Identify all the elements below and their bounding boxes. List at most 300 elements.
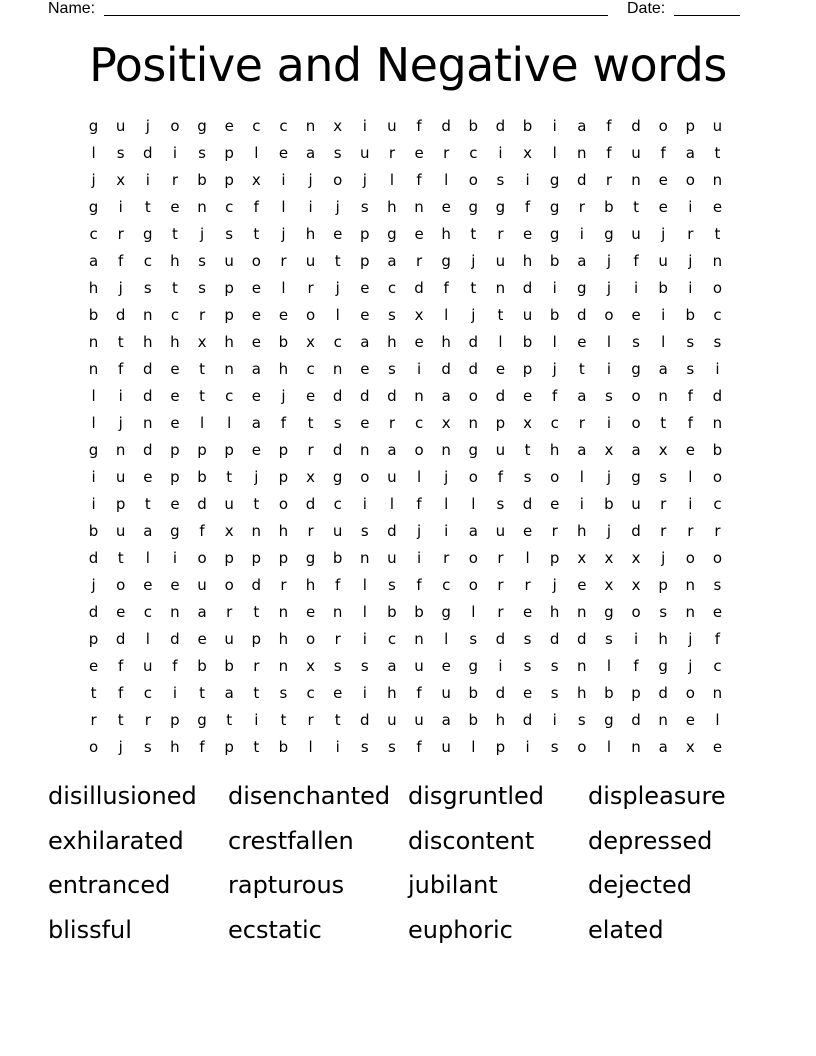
grid-letter[interactable]: j xyxy=(471,305,476,324)
grid-letter[interactable]: h xyxy=(549,602,560,621)
grid-letter[interactable]: c xyxy=(713,305,722,324)
grid-letter[interactable]: l xyxy=(145,548,150,567)
grid-letter[interactable]: o xyxy=(170,116,180,135)
grid-letter[interactable]: r xyxy=(443,143,450,162)
grid-letter[interactable]: j xyxy=(118,413,123,432)
grid-letter[interactable]: e xyxy=(333,683,343,702)
grid-letter[interactable]: t xyxy=(226,467,233,486)
grid-letter[interactable]: f xyxy=(416,494,422,513)
grid-letter[interactable]: p xyxy=(88,629,99,648)
grid-letter[interactable]: n xyxy=(278,656,289,675)
grid-letter[interactable]: t xyxy=(714,143,721,162)
grid-letter[interactable]: d xyxy=(170,629,180,648)
grid-letter[interactable]: u xyxy=(115,521,126,540)
grid-letter[interactable]: r xyxy=(551,521,558,540)
grid-letter[interactable]: f xyxy=(633,251,639,270)
grid-letter[interactable]: e xyxy=(251,386,261,405)
grid-letter[interactable]: n xyxy=(441,440,451,459)
grid-letter[interactable]: i xyxy=(172,683,178,702)
grid-letter[interactable]: j xyxy=(254,467,259,486)
grid-letter[interactable]: t xyxy=(307,413,314,432)
grid-letter[interactable]: r xyxy=(117,224,124,243)
grid-letter[interactable]: h xyxy=(170,251,180,270)
grid-letter[interactable]: s xyxy=(388,359,396,378)
grid-letter[interactable]: e xyxy=(631,305,641,324)
grid-letter[interactable]: e xyxy=(522,683,533,702)
grid-letter[interactable]: r xyxy=(307,440,314,459)
grid-letter[interactable]: h xyxy=(387,332,397,351)
grid-letter[interactable]: h xyxy=(88,278,99,297)
grid-letter[interactable]: x xyxy=(604,440,614,459)
grid-letter[interactable]: j xyxy=(688,629,693,648)
grid-letter[interactable]: l xyxy=(199,413,205,432)
grid-letter[interactable]: s xyxy=(388,575,396,594)
grid-letter[interactable]: r xyxy=(497,224,504,243)
grid-letter[interactable]: o xyxy=(224,575,234,594)
grid-letter[interactable]: l xyxy=(145,629,150,648)
grid-letter[interactable]: s xyxy=(143,737,152,756)
grid-letter[interactable]: x xyxy=(306,332,315,351)
grid-letter[interactable]: o xyxy=(631,386,641,405)
grid-letter[interactable]: h xyxy=(441,332,451,351)
grid-letter[interactable]: n xyxy=(143,305,153,324)
grid-letter[interactable]: n xyxy=(414,629,424,648)
grid-letter[interactable]: a xyxy=(251,359,261,378)
grid-letter[interactable]: b xyxy=(278,737,289,756)
grid-letter[interactable]: e xyxy=(577,332,587,351)
grid-letter[interactable]: i xyxy=(579,224,584,243)
grid-letter[interactable]: t xyxy=(117,332,124,351)
grid-letter[interactable]: i xyxy=(416,548,422,567)
grid-letter[interactable]: t xyxy=(226,710,233,729)
grid-letter[interactable]: j xyxy=(661,224,666,243)
grid-letter[interactable]: e xyxy=(305,386,316,405)
grid-letter[interactable]: p xyxy=(278,440,289,459)
grid-letter[interactable]: s xyxy=(198,143,206,162)
grid-letter[interactable]: s xyxy=(550,656,559,675)
grid-letter[interactable]: p xyxy=(278,467,289,486)
grid-letter[interactable]: d xyxy=(143,143,153,162)
grid-letter[interactable]: u xyxy=(414,710,424,729)
grid-letter[interactable]: g xyxy=(88,197,99,216)
grid-letter[interactable]: u xyxy=(224,494,234,513)
grid-letter[interactable]: a xyxy=(577,386,587,405)
grid-letter[interactable]: d xyxy=(305,494,316,513)
grid-letter[interactable]: o xyxy=(116,575,126,594)
grid-letter[interactable]: a xyxy=(88,251,99,270)
grid-letter[interactable]: s xyxy=(469,629,478,648)
grid-letter[interactable]: s xyxy=(388,305,396,324)
grid-letter[interactable]: u xyxy=(441,683,451,702)
grid-letter[interactable]: e xyxy=(170,575,180,594)
grid-letter[interactable]: e xyxy=(360,278,370,297)
grid-letter[interactable]: l xyxy=(254,143,259,162)
grid-letter[interactable]: i xyxy=(145,170,150,189)
grid-letter[interactable]: t xyxy=(660,413,667,432)
grid-letter[interactable]: u xyxy=(387,548,397,567)
grid-letter[interactable]: f xyxy=(118,656,124,675)
grid-letter[interactable]: e xyxy=(278,305,289,324)
grid-letter[interactable]: p xyxy=(495,413,506,432)
grid-letter[interactable]: a xyxy=(577,116,587,135)
grid-letter[interactable]: u xyxy=(387,467,397,486)
grid-letter[interactable]: d xyxy=(468,359,479,378)
grid-letter[interactable]: l xyxy=(281,278,286,297)
grid-letter[interactable]: u xyxy=(360,143,370,162)
grid-letter[interactable]: o xyxy=(712,548,723,567)
grid-letter[interactable]: b xyxy=(549,305,560,324)
grid-letter[interactable]: u xyxy=(305,251,316,270)
grid-letter[interactable]: e xyxy=(441,197,451,216)
grid-letter[interactable]: i xyxy=(91,467,96,486)
grid-letter[interactable]: e xyxy=(495,359,506,378)
grid-letter[interactable]: e xyxy=(522,224,533,243)
grid-letter[interactable]: b xyxy=(197,467,207,486)
grid-letter[interactable]: g xyxy=(468,440,479,459)
grid-letter[interactable]: d xyxy=(441,116,451,135)
grid-letter[interactable]: x xyxy=(523,143,532,162)
grid-letter[interactable]: o xyxy=(251,251,261,270)
grid-letter[interactable]: u xyxy=(115,116,126,135)
grid-letter[interactable]: o xyxy=(631,602,641,621)
grid-letter[interactable]: l xyxy=(552,143,557,162)
grid-letter[interactable]: t xyxy=(578,359,585,378)
grid-letter[interactable]: o xyxy=(468,575,478,594)
grid-letter[interactable]: n xyxy=(224,359,234,378)
grid-letter[interactable]: r xyxy=(307,278,314,297)
grid-letter[interactable]: g xyxy=(468,197,479,216)
grid-letter[interactable]: n xyxy=(658,386,668,405)
grid-letter[interactable]: o xyxy=(468,548,478,567)
grid-letter[interactable]: s xyxy=(360,521,369,540)
grid-letter[interactable]: n xyxy=(305,116,316,135)
grid-letter[interactable]: o xyxy=(685,683,695,702)
grid-letter[interactable]: n xyxy=(495,278,506,297)
grid-letter[interactable]: e xyxy=(116,602,126,621)
grid-letter[interactable]: a xyxy=(658,359,668,378)
grid-letter[interactable]: u xyxy=(658,251,668,270)
grid-letter[interactable]: e xyxy=(224,116,234,135)
grid-letter[interactable]: e xyxy=(333,224,343,243)
grid-letter[interactable]: p xyxy=(170,467,180,486)
grid-letter[interactable]: d xyxy=(658,683,668,702)
grid-letter[interactable]: r xyxy=(605,170,613,189)
grid-letter[interactable]: g xyxy=(549,170,560,189)
grid-letter[interactable]: f xyxy=(416,575,422,594)
grid-letter[interactable]: f xyxy=(633,656,639,675)
grid-letter[interactable]: c xyxy=(306,683,315,702)
grid-letter[interactable]: e xyxy=(170,413,180,432)
grid-letter[interactable]: c xyxy=(225,386,234,405)
grid-letter[interactable]: e xyxy=(441,656,451,675)
grid-letter[interactable]: f xyxy=(118,251,124,270)
grid-letter[interactable]: f xyxy=(335,575,341,594)
grid-letter[interactable]: b xyxy=(197,656,207,675)
grid-letter[interactable]: r xyxy=(578,197,585,216)
grid-letter[interactable]: u xyxy=(115,467,126,486)
grid-letter[interactable]: c xyxy=(713,656,722,675)
grid-letter[interactable]: s xyxy=(388,737,396,756)
grid-letter[interactable]: c xyxy=(89,224,98,243)
grid-letter[interactable]: n xyxy=(712,251,723,270)
grid-letter[interactable]: j xyxy=(606,467,612,486)
grid-letter[interactable]: d xyxy=(387,521,397,540)
grid-letter[interactable]: x xyxy=(631,575,641,594)
grid-letter[interactable]: h xyxy=(143,332,153,351)
grid-letter[interactable]: p xyxy=(170,440,180,459)
grid-letter[interactable]: a xyxy=(577,251,587,270)
grid-letter[interactable]: a xyxy=(387,251,397,270)
grid-letter[interactable]: b xyxy=(685,305,696,324)
grid-letter[interactable]: e xyxy=(658,170,668,189)
grid-letter[interactable]: d xyxy=(360,710,370,729)
grid-letter[interactable]: j xyxy=(606,521,612,540)
grid-letter[interactable]: g xyxy=(170,521,180,540)
grid-letter[interactable]: r xyxy=(307,521,314,540)
grid-letter[interactable]: t xyxy=(253,224,260,243)
grid-letter[interactable]: u xyxy=(143,656,153,675)
grid-letter[interactable]: d xyxy=(197,494,207,513)
grid-letter[interactable]: j xyxy=(606,278,612,297)
grid-letter[interactable]: n xyxy=(577,143,587,162)
grid-letter[interactable]: g xyxy=(143,224,153,243)
grid-letter[interactable]: g xyxy=(604,602,614,621)
grid-letter[interactable]: x xyxy=(604,548,614,567)
grid-letter[interactable]: b xyxy=(604,494,614,513)
grid-letter[interactable]: e xyxy=(360,359,370,378)
grid-letter[interactable]: t xyxy=(253,683,260,702)
grid-letter[interactable]: l xyxy=(416,467,422,486)
grid-letter[interactable]: r xyxy=(253,656,260,675)
grid-letter[interactable]: c xyxy=(550,413,559,432)
grid-letter[interactable]: n xyxy=(88,332,99,351)
grid-letter[interactable]: l xyxy=(715,710,720,729)
grid-letter[interactable]: i xyxy=(444,521,449,540)
grid-letter[interactable]: s xyxy=(686,359,695,378)
grid-letter[interactable]: u xyxy=(712,116,723,135)
grid-letter[interactable]: h xyxy=(441,224,451,243)
grid-letter[interactable]: n xyxy=(360,440,370,459)
grid-letter[interactable]: l xyxy=(389,170,395,189)
grid-letter[interactable]: l xyxy=(471,602,476,621)
grid-letter[interactable]: i xyxy=(118,197,123,216)
grid-letter[interactable]: d xyxy=(522,710,533,729)
grid-letter[interactable]: e xyxy=(278,143,289,162)
grid-letter[interactable]: x xyxy=(658,440,668,459)
grid-letter[interactable]: f xyxy=(687,386,693,405)
grid-letter[interactable]: o xyxy=(305,305,316,324)
grid-letter[interactable]: e xyxy=(143,575,153,594)
grid-letter[interactable]: a xyxy=(197,602,207,621)
grid-letter[interactable]: o xyxy=(658,116,668,135)
grid-letter[interactable]: j xyxy=(606,251,612,270)
grid-letter[interactable]: p xyxy=(685,116,696,135)
grid-letter[interactable]: j xyxy=(91,170,96,189)
grid-letter[interactable]: g xyxy=(549,197,560,216)
grid-letter[interactable]: j xyxy=(335,197,340,216)
grid-letter[interactable]: a xyxy=(224,683,234,702)
grid-letter[interactable]: x xyxy=(306,656,315,675)
grid-letter[interactable]: o xyxy=(685,548,695,567)
grid-letter[interactable]: s xyxy=(577,710,586,729)
grid-letter[interactable]: a xyxy=(577,440,587,459)
grid-letter[interactable]: d xyxy=(143,359,153,378)
grid-letter[interactable]: g xyxy=(441,602,451,621)
grid-letter[interactable]: i xyxy=(416,359,422,378)
grid-letter[interactable]: d xyxy=(549,629,560,648)
grid-letter[interactable]: g xyxy=(631,467,641,486)
grid-letter[interactable]: o xyxy=(414,440,424,459)
grid-letter[interactable]: t xyxy=(144,494,151,513)
grid-letter[interactable]: x xyxy=(414,305,424,324)
grid-letter[interactable]: p xyxy=(251,629,262,648)
grid-letter[interactable]: l xyxy=(444,170,449,189)
grid-letter[interactable]: p xyxy=(658,575,668,594)
grid-letter[interactable]: o xyxy=(577,737,587,756)
grid-letter[interactable]: e xyxy=(522,386,533,405)
grid-letter[interactable]: n xyxy=(631,170,641,189)
grid-letter[interactable]: s xyxy=(333,143,342,162)
grid-letter[interactable]: g xyxy=(88,116,99,135)
grid-letter[interactable]: r xyxy=(660,494,667,513)
grid-letter[interactable]: s xyxy=(659,467,668,486)
grid-letter[interactable]: s xyxy=(360,737,369,756)
grid-letter[interactable]: d xyxy=(577,305,587,324)
grid-letter[interactable]: i xyxy=(579,494,584,513)
grid-letter[interactable]: e xyxy=(522,521,533,540)
grid-letter[interactable]: s xyxy=(523,467,532,486)
grid-letter[interactable]: g xyxy=(441,251,451,270)
grid-letter[interactable]: i xyxy=(91,494,96,513)
grid-letter[interactable]: j xyxy=(281,224,286,243)
grid-letter[interactable]: a xyxy=(251,413,261,432)
grid-letter[interactable]: t xyxy=(199,386,205,405)
grid-letter[interactable]: r xyxy=(497,602,504,621)
grid-letter[interactable]: c xyxy=(143,602,152,621)
grid-letter[interactable]: j xyxy=(362,170,367,189)
grid-letter[interactable]: e xyxy=(414,332,424,351)
grid-letter[interactable]: d xyxy=(495,629,506,648)
grid-letter[interactable]: n xyxy=(685,602,696,621)
grid-letter[interactable]: t xyxy=(253,737,260,756)
grid-letter[interactable]: f xyxy=(416,116,422,135)
grid-letter[interactable]: n xyxy=(685,575,696,594)
grid-letter[interactable]: r xyxy=(334,629,341,648)
grid-letter[interactable]: p xyxy=(224,170,234,189)
grid-letter[interactable]: i xyxy=(606,359,612,378)
grid-letter[interactable]: u xyxy=(387,710,397,729)
grid-letter[interactable]: l xyxy=(579,467,584,486)
grid-letter[interactable]: i xyxy=(254,710,259,729)
grid-letter[interactable]: s xyxy=(550,683,559,702)
grid-letter[interactable]: o xyxy=(197,548,207,567)
grid-letter[interactable]: l xyxy=(91,386,96,405)
grid-letter[interactable]: a xyxy=(387,440,397,459)
grid-letter[interactable]: n xyxy=(360,548,370,567)
grid-letter[interactable]: b xyxy=(658,278,668,297)
grid-letter[interactable]: n xyxy=(115,440,126,459)
grid-letter[interactable]: e xyxy=(251,332,261,351)
grid-letter[interactable]: d xyxy=(631,116,641,135)
grid-letter[interactable]: h xyxy=(278,629,289,648)
grid-letter[interactable]: j xyxy=(416,521,422,540)
grid-letter[interactable]: c xyxy=(414,413,424,432)
grid-letter[interactable]: n xyxy=(414,197,424,216)
grid-letter[interactable]: i xyxy=(606,413,612,432)
grid-letter[interactable]: c xyxy=(279,116,288,135)
grid-letter[interactable]: t xyxy=(117,710,124,729)
grid-letter[interactable]: j xyxy=(118,278,123,297)
grid-letter[interactable]: n xyxy=(88,359,99,378)
grid-letter[interactable]: x xyxy=(197,332,207,351)
grid-letter[interactable]: e xyxy=(251,278,261,297)
grid-letter[interactable]: d xyxy=(115,305,126,324)
grid-letter[interactable]: i xyxy=(335,737,340,756)
grid-letter[interactable]: s xyxy=(116,143,125,162)
grid-letter[interactable]: e xyxy=(414,224,424,243)
grid-letter[interactable]: e xyxy=(251,305,261,324)
grid-letter[interactable]: e xyxy=(712,737,723,756)
grid-letter[interactable]: l xyxy=(227,413,232,432)
grid-letter[interactable]: i xyxy=(498,143,503,162)
grid-letter[interactable]: r xyxy=(660,521,667,540)
grid-letter[interactable]: i xyxy=(688,197,693,216)
grid-letter[interactable]: p xyxy=(360,251,370,270)
grid-letter[interactable]: o xyxy=(278,494,289,513)
grid-letter[interactable]: s xyxy=(333,656,342,675)
grid-letter[interactable]: g xyxy=(332,467,343,486)
grid-letter[interactable]: d xyxy=(115,629,126,648)
grid-letter[interactable]: n xyxy=(577,656,587,675)
grid-letter[interactable]: j xyxy=(308,170,313,189)
grid-letter[interactable]: p xyxy=(631,683,641,702)
grid-letter[interactable]: e xyxy=(685,710,695,729)
grid-letter[interactable]: a xyxy=(305,143,316,162)
grid-letter[interactable]: s xyxy=(605,386,613,405)
grid-letter[interactable]: d xyxy=(360,386,370,405)
grid-letter[interactable]: i xyxy=(362,683,367,702)
grid-letter[interactable]: c xyxy=(333,494,342,513)
grid-letter[interactable]: j xyxy=(552,575,557,594)
grid-letter[interactable]: n xyxy=(658,710,668,729)
grid-letter[interactable]: f xyxy=(199,737,205,756)
grid-letter[interactable]: r xyxy=(714,521,721,540)
grid-letter[interactable]: t xyxy=(199,683,205,702)
grid-letter[interactable]: r xyxy=(171,170,179,189)
grid-letter[interactable]: h xyxy=(278,359,289,378)
grid-letter[interactable]: x xyxy=(441,413,451,432)
grid-letter[interactable]: j xyxy=(552,359,557,378)
grid-letter[interactable]: o xyxy=(468,386,478,405)
grid-letter[interactable]: b xyxy=(387,602,397,621)
grid-letter[interactable]: d xyxy=(332,386,343,405)
grid-letter[interactable]: s xyxy=(713,575,722,594)
grid-letter[interactable]: b xyxy=(468,683,479,702)
grid-letter[interactable]: l xyxy=(552,332,557,351)
grid-letter[interactable]: i xyxy=(525,170,530,189)
grid-letter[interactable]: g xyxy=(197,116,207,135)
grid-letter[interactable]: t xyxy=(253,602,260,621)
grid-letter[interactable]: n xyxy=(577,602,587,621)
grid-letter[interactable]: f xyxy=(253,197,259,216)
grid-letter[interactable]: p xyxy=(224,548,234,567)
grid-letter[interactable]: d xyxy=(712,386,723,405)
grid-letter[interactable]: b xyxy=(414,602,424,621)
grid-letter[interactable]: s xyxy=(360,197,369,216)
grid-letter[interactable]: p xyxy=(115,494,126,513)
grid-letter[interactable]: l xyxy=(91,143,96,162)
grid-letter[interactable]: d xyxy=(468,332,479,351)
